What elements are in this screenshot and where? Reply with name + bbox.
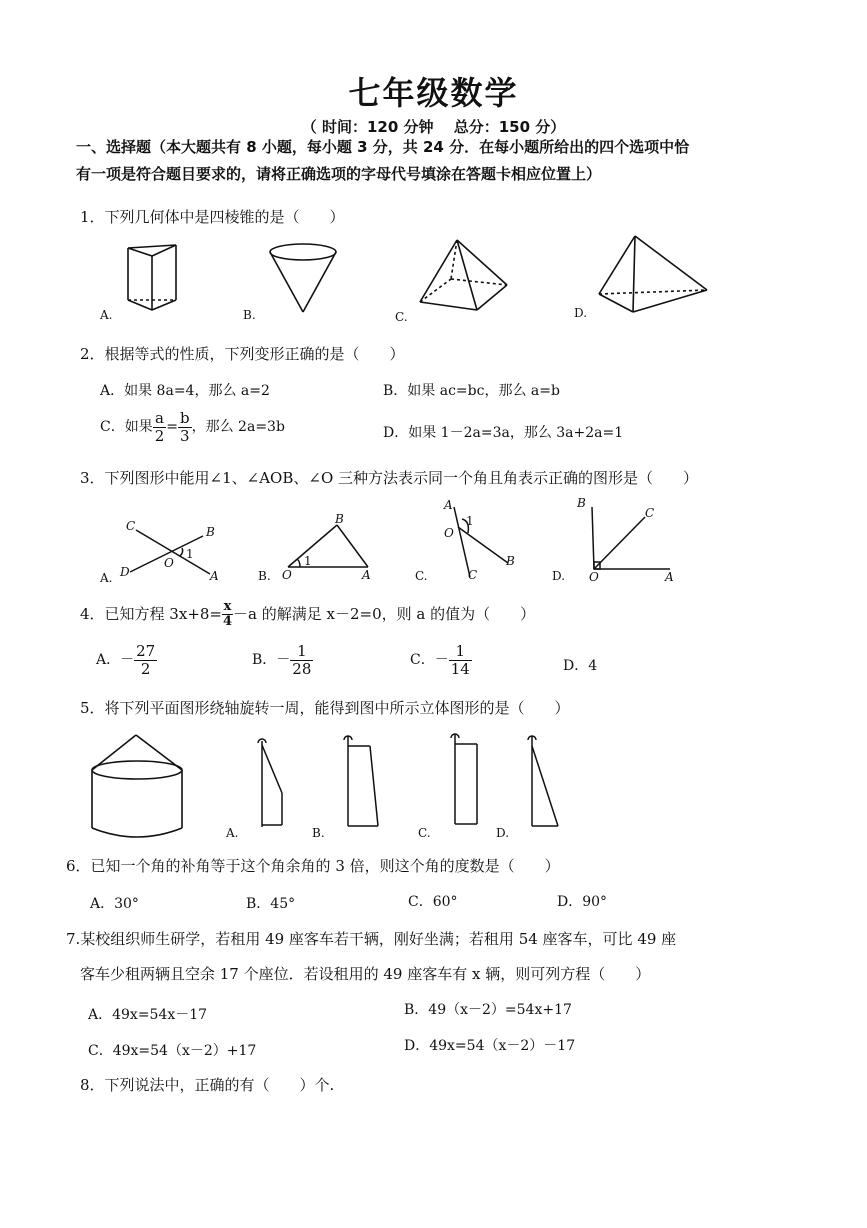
- svg-text:A: A: [362, 568, 371, 582]
- section-heading-line1: 一、选择题（本大题共有 8 小题，每小题 3 分，共 24 分．在每小题所给出的四个选项中恰: [76, 138, 690, 156]
- svg-text:B: B: [506, 554, 515, 568]
- svg-text:1: 1: [466, 514, 474, 528]
- q3-figure-c-angle: [440, 495, 530, 585]
- q5-shape-d: [522, 730, 572, 830]
- q1-option-a-label: A.: [100, 308, 113, 322]
- q4-option-b: B．－ $\frac{1}{28}$: [252, 642, 312, 678]
- svg-text:C: C: [645, 506, 655, 520]
- q5-solid-figure-cone-on-cylinder: [88, 730, 198, 845]
- q5-shape-b: [336, 730, 386, 830]
- svg-text:D: D: [120, 565, 130, 579]
- q1-figure-b-cone: [265, 240, 345, 320]
- q7-option-b: B．49（x－2）=54x+17: [404, 1002, 572, 1018]
- q4-option-d: D．4: [563, 658, 598, 674]
- q3-option-a-label: A.: [100, 571, 113, 585]
- section-heading-line2: 有一项是符合题目要求的，请将正确选项的字母代号填涂在答题卡相应位置上）: [76, 165, 602, 183]
- q1-figure-a-prism: [120, 240, 190, 320]
- question-6: 6．已知一个角的补角等于这个角余角的 3 倍，则这个角的度数是（ ）: [66, 857, 560, 875]
- svg-text:B: B: [577, 496, 586, 510]
- q3-figure-d-angle: [575, 495, 680, 585]
- svg-text:A: A: [444, 498, 453, 512]
- q7-option-d: D．49x=54（x－2）－17: [404, 1038, 576, 1054]
- q5-option-d-label: D.: [496, 826, 510, 840]
- svg-text:O: O: [444, 526, 454, 540]
- svg-text:1: 1: [304, 554, 312, 568]
- svg-text:1: 1: [186, 547, 194, 561]
- svg-text:O: O: [164, 556, 174, 570]
- q2-option-a: A．如果 8a=4，那么 a=2: [100, 383, 270, 399]
- question-1: 1．下列几何体中是四棱锥的是（ ）: [80, 208, 345, 226]
- q2-option-b: B．如果 ac=bc，那么 a=b: [383, 383, 560, 399]
- question-4: 4．已知方程 3x+8= $\frac{x}{4}$ －a 的解满足 x－2=0，则 a 的值为（ ）: [80, 599, 536, 630]
- q5-option-b-label: B.: [312, 826, 325, 840]
- svg-text:B: B: [206, 525, 215, 539]
- q3-figure-b-triangle: [280, 512, 385, 582]
- question-5: 5．将下列平面图形绕轴旋转一周，能得到图中所示立体图形的是（ ）: [80, 699, 570, 717]
- q4-option-c: C．－ $\frac{1}{14}$: [410, 642, 470, 678]
- q6-option-a: A．30°: [90, 896, 139, 912]
- q7-option-c: C．49x=54（x－2）+17: [88, 1043, 257, 1059]
- q1-option-b-label: B.: [243, 308, 256, 322]
- q7-option-a: A．49x=54x－17: [88, 1007, 208, 1023]
- svg-text:B: B: [335, 512, 344, 526]
- svg-text:A: A: [210, 569, 219, 583]
- q2-option-d: D．如果 1－2a=3a，那么 3a+2a=1: [383, 425, 624, 441]
- q4-option-a: A．－ $\frac{27}{2}$: [96, 642, 156, 678]
- q1-figure-d-triangular-pyramid: [595, 232, 710, 317]
- question-8: 8．下列说法中，正确的有（ ）个.: [80, 1076, 335, 1094]
- question-3: 3．下列图形中能用∠1、∠AOB、∠O 三种方法表示同一个角且角表示正确的图形是（ ）: [80, 469, 699, 487]
- svg-text:C: C: [126, 519, 136, 533]
- q1-figure-c-square-pyramid: [415, 235, 515, 320]
- q6-option-d: D．90°: [557, 894, 608, 910]
- svg-text:A: A: [665, 570, 674, 584]
- q6-option-b: B．45°: [246, 896, 296, 912]
- q1-option-c-label: C.: [395, 310, 408, 324]
- q2-option-c: C．如果 $\frac{a}{2}$ = $\frac{b}{3}$ ，那么 2a=3b: [100, 409, 285, 445]
- q3-figure-a-intersecting-lines: [118, 520, 228, 585]
- q3-option-c-label: C.: [415, 569, 428, 583]
- svg-text:O: O: [282, 568, 292, 582]
- question-7-line1: 7.某校组织师生研学，若租用 49 座客车若干辆，刚好坐满；若租用 54 座客车，可比 49 座: [66, 930, 677, 948]
- question-2: 2．根据等式的性质，下列变形正确的是（ ）: [80, 345, 405, 363]
- svg-text:C: C: [468, 568, 478, 582]
- q5-option-a-label: A.: [226, 826, 239, 840]
- svg-text:O: O: [589, 570, 599, 584]
- q3-option-d-label: D.: [552, 569, 566, 583]
- q1-option-d-label: D.: [574, 306, 588, 320]
- question-7-line2: 客车少租两辆且空余 17 个座位．若设租用的 49 座客车有 x 辆，则可列方程（ ）: [80, 965, 651, 983]
- q5-shape-a: [252, 735, 302, 830]
- q6-option-c: C．60°: [408, 894, 458, 910]
- q5-shape-c: [445, 728, 495, 828]
- q5-option-c-label: C.: [418, 826, 431, 840]
- q3-option-b-label: B.: [258, 569, 271, 583]
- exam-info: （ 时间：120 分钟 总分：150 分）: [301, 118, 566, 136]
- page-title: 七年级数学: [348, 74, 519, 112]
